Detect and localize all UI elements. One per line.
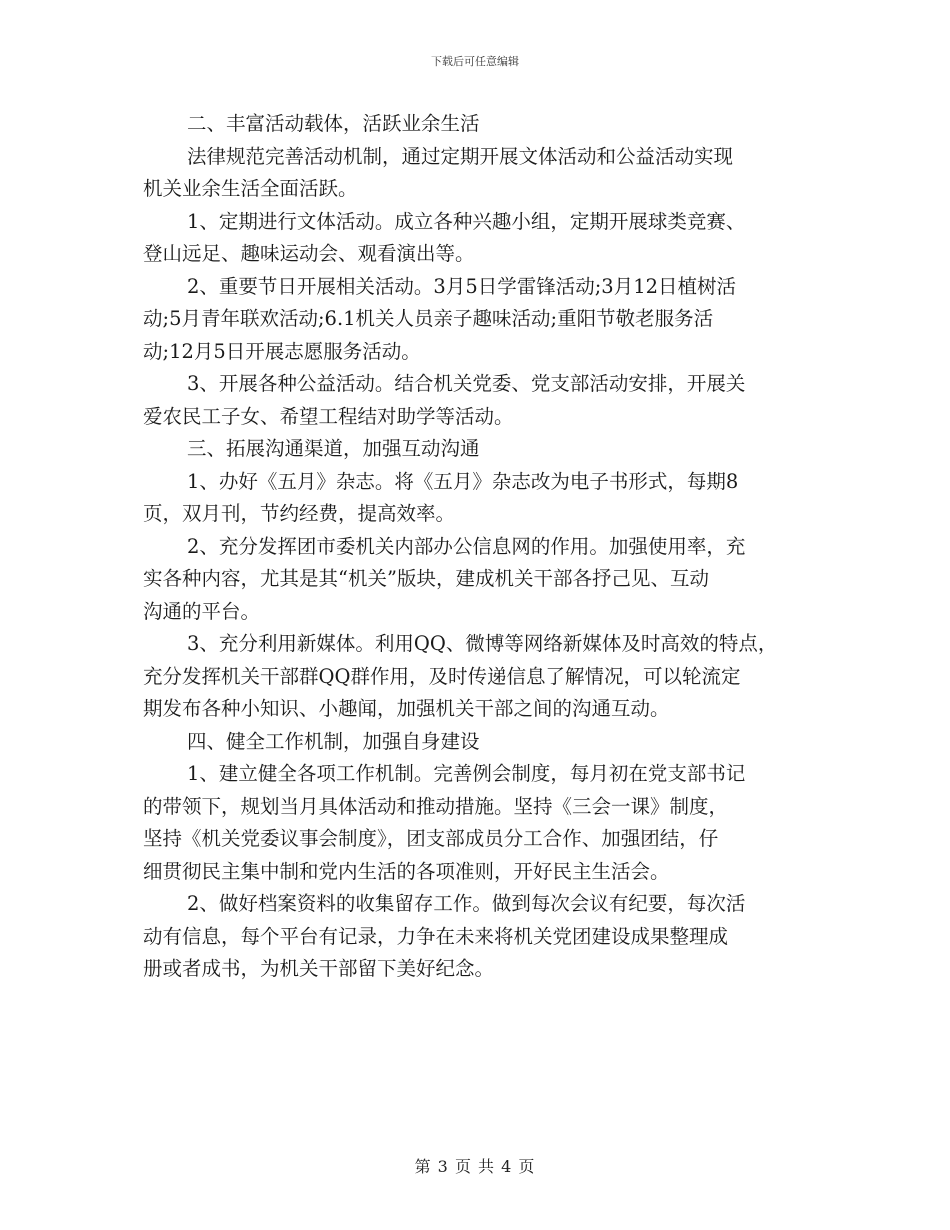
section-heading: 三、拓展沟通渠道，加强互动沟通: [187, 437, 480, 460]
paragraph-line: 沟通的平台。: [143, 599, 261, 623]
paragraph-line: 1、定期进行文体活动。成立各种兴趣小组，定期开展球类竞赛、: [187, 209, 746, 233]
paragraph-line: 爱农民工子女、希望工程结对助学等活动。: [143, 404, 514, 428]
page-number: 第 3 页 共 4 页: [414, 1157, 536, 1176]
paragraph-line: 充分发挥机关干部群QQ群作用，及时传递信息了解情况，可以轮流定: [143, 664, 741, 688]
paragraph-line: 法律规范完善活动机制，通过定期开展文体活动和公益活动实现: [187, 144, 734, 168]
paragraph-line: 2、充分发挥团市委机关内部办公信息网的作用。加强使用率，充: [187, 534, 746, 558]
paragraph-line: 册或者成书，为机关干部留下美好纪念。: [143, 957, 495, 980]
section-heading: 二、丰富活动载体，活跃业余生活: [187, 112, 480, 135]
section-heading: 四、健全工作机制，加强自身建设: [187, 729, 480, 753]
paragraph-line: 实各种内容，尤其是其“机关”版块，建成机关干部各抒己见、互动: [143, 567, 709, 590]
paragraph-line: 3、开展各种公益活动。结合机关党委、党支部活动安排，开展关: [187, 372, 746, 395]
header-note: 下载后可任意编辑: [431, 55, 519, 68]
paragraph-line: 机关业余生活全面活跃。: [143, 177, 358, 200]
paragraph-line: 2、重要节日开展相关活动。3月5日学雷锋活动;3月12日植树活: [187, 274, 737, 298]
paragraph-line: 动有信息，每个平台有记录，力争在未来将机关党团建设成果整理成: [143, 924, 729, 948]
paragraph-line: 坚持《机关党委议事会制度》，团支部成员分工合作、加强团结，仔: [143, 827, 719, 850]
paragraph-line: 3、充分利用新媒体。利用QQ、微博等网络新媒体及时高效的特点，: [187, 632, 778, 655]
document-body: [143, 108, 811, 986]
paragraph-line: 登山远足、趣味运动会、观看演出等。: [143, 242, 475, 265]
paragraph-line: 页，双月刊，节约经费，提高效率。: [143, 502, 456, 525]
paragraph-line: 动;12月5日开展志愿服务活动。: [143, 339, 421, 363]
paragraph-line: 2、做好档案资料的收集留存工作。做到每次会议有纪要，每次活: [187, 892, 746, 915]
paragraph-line: 细贯彻民主集中制和党内生活的各项准则，开好民主生活会。: [143, 859, 670, 883]
paragraph-line: 1、建立健全各项工作机制。完善例会制度，每月初在党支部书记: [187, 762, 746, 785]
paragraph-line: 的带领下，规划当月具体活动和推动措施。坚持《三会一课》制度，: [143, 794, 729, 818]
paragraph-line: 期发布各种小知识、小趣闻，加强机关干部之间的沟通互动。: [143, 697, 670, 720]
paragraph-line: 1、办好《五月》杂志。将《五月》杂志改为电子书形式，每期8: [187, 469, 739, 493]
paragraph-line: 动;5月青年联欢活动;6.1机关人员亲子趣味活动;重阳节敬老服务活: [143, 307, 714, 330]
